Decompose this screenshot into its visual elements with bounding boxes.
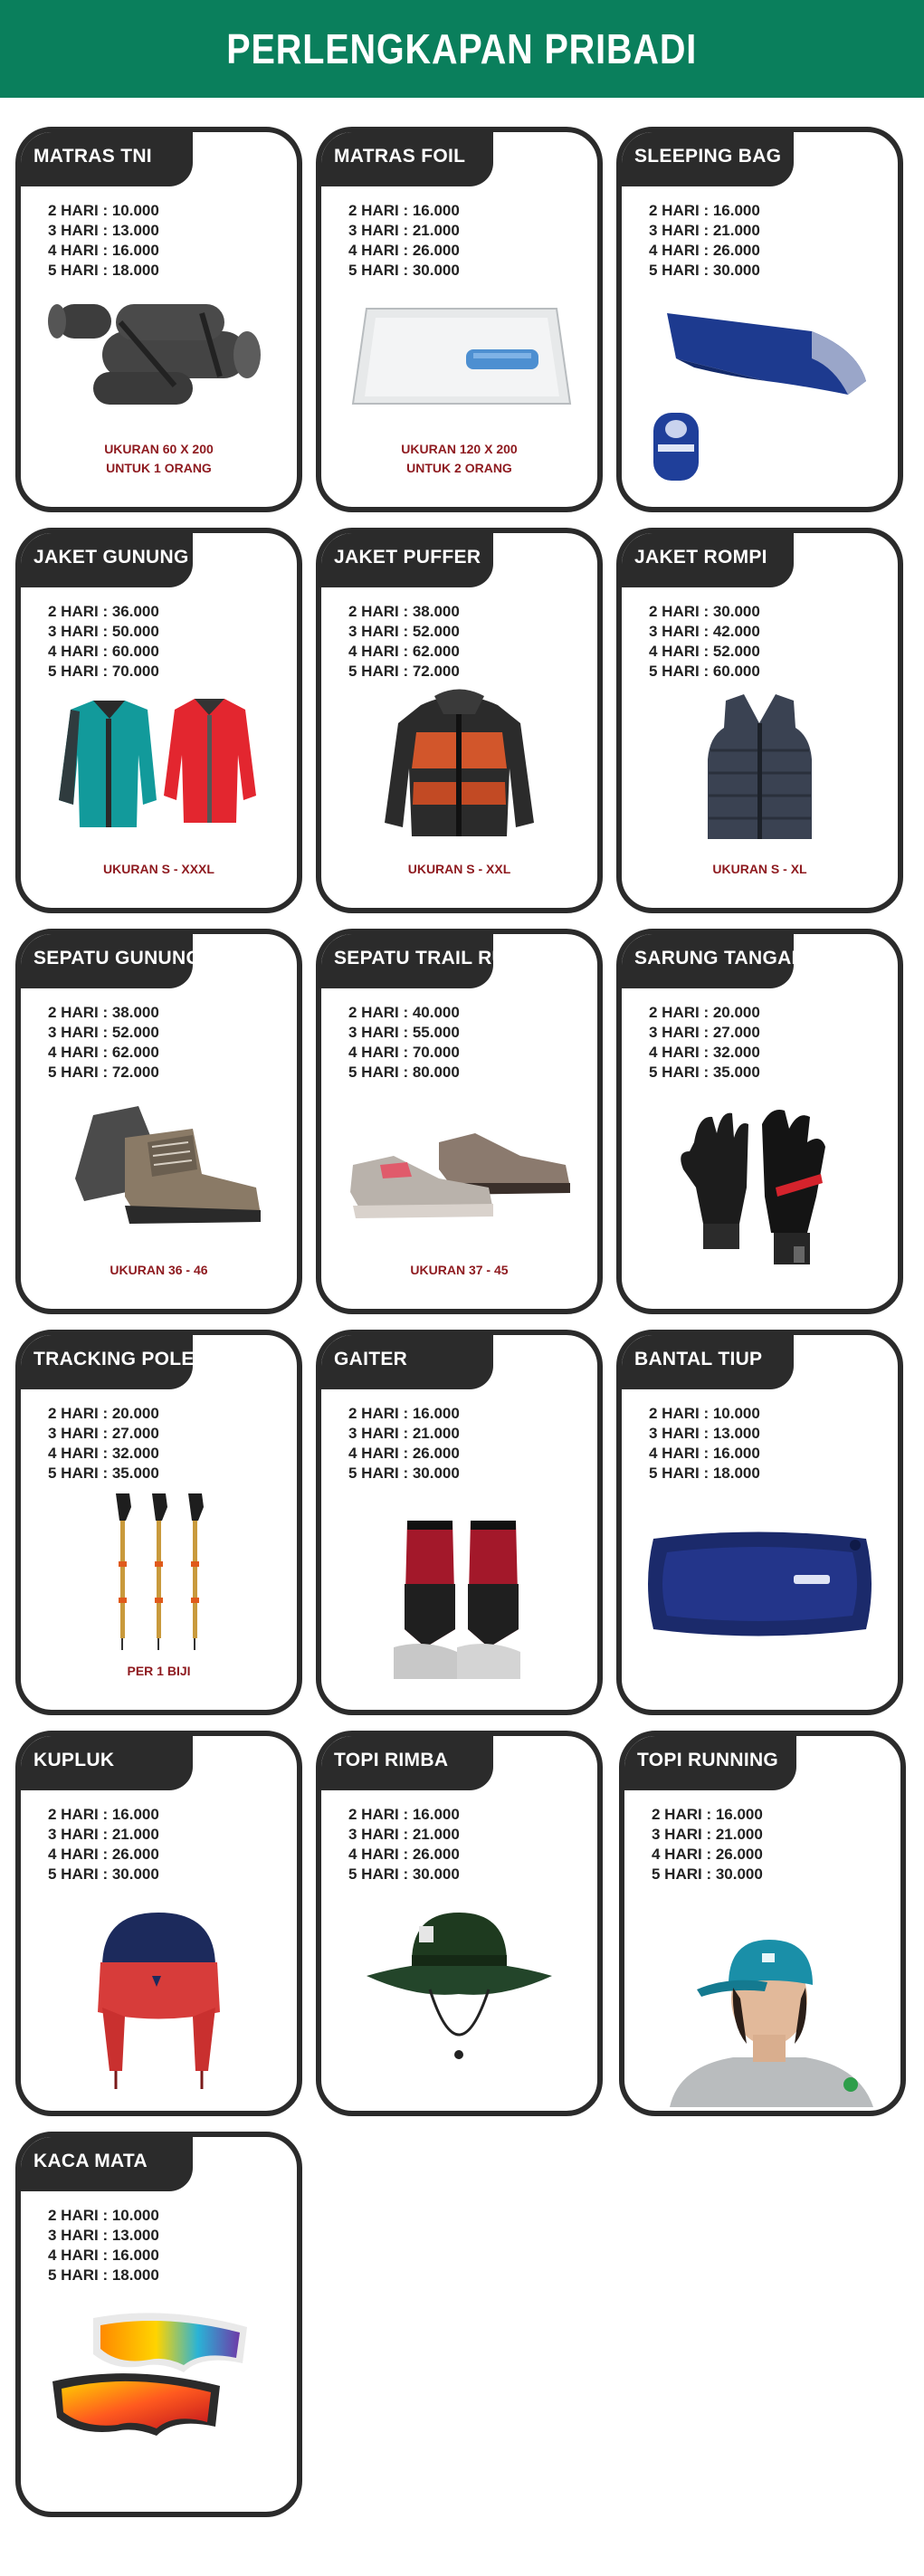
item-title: KUPLUK [33, 1750, 115, 1770]
price-2-hari: 2 HARI : 10.000 [649, 1405, 760, 1422]
price-5-hari: 5 HARI : 80.000 [348, 1064, 460, 1081]
price-2-hari: 2 HARI : 38.000 [348, 603, 460, 620]
page-header [0, 0, 924, 98]
page-title: PERLENGKAPAN PRIBADI [226, 25, 698, 72]
price-4-hari: 4 HARI : 70.000 [348, 1044, 460, 1061]
price-4-hari: 4 HARI : 16.000 [48, 2247, 159, 2264]
sunglasses-image [39, 2300, 279, 2481]
size-note-line-1: PER 1 BIJI [127, 1664, 191, 1678]
jacket-image [39, 692, 279, 836]
price-2-hari: 2 HARI : 10.000 [48, 2207, 159, 2224]
size-note [21, 860, 297, 879]
price-5-hari: 5 HARI : 30.000 [652, 1865, 763, 1883]
item-card-jaket-puffer[interactable] [316, 528, 603, 913]
price-4-hari: 4 HARI : 16.000 [649, 1445, 760, 1462]
price-3-hari: 3 HARI : 52.000 [348, 623, 460, 640]
price-2-hari: 2 HARI : 10.000 [48, 202, 159, 219]
price-list [48, 602, 159, 682]
vest-image [640, 687, 880, 845]
item-title-tag [616, 1330, 794, 1389]
price-3-hari: 3 HARI : 13.000 [48, 2227, 159, 2244]
item-title-tag [619, 1731, 796, 1790]
price-list [649, 201, 760, 281]
price-5-hari: 5 HARI : 18.000 [649, 1465, 760, 1482]
price-3-hari: 3 HARI : 21.000 [348, 1826, 460, 1843]
item-card-gaiter[interactable] [316, 1330, 603, 1715]
item-title: KACA MATA [33, 2151, 148, 2171]
size-note-line-1: UKURAN S - XL [712, 862, 807, 876]
item-title-tag [15, 2132, 193, 2191]
price-list [348, 1003, 460, 1083]
price-3-hari: 3 HARI : 42.000 [649, 623, 760, 640]
price-5-hari: 5 HARI : 35.000 [48, 1465, 159, 1482]
size-note [21, 1662, 297, 1681]
price-3-hari: 3 HARI : 21.000 [348, 1425, 460, 1442]
price-4-hari: 4 HARI : 60.000 [48, 643, 159, 660]
price-5-hari: 5 HARI : 30.000 [348, 1865, 460, 1883]
price-3-hari: 3 HARI : 27.000 [48, 1425, 159, 1442]
item-title: JAKET ROMPI [634, 547, 767, 568]
price-list [649, 1003, 760, 1083]
inflatable-pillow-image [640, 1516, 880, 1652]
running-cap-image [661, 1899, 878, 2107]
sleeping-bag-image [640, 295, 880, 485]
item-title: GAITER [334, 1349, 408, 1369]
item-card-kaca-mata[interactable] [15, 2132, 302, 2517]
price-list [48, 1404, 159, 1484]
size-note [21, 1261, 297, 1280]
price-2-hari: 2 HARI : 16.000 [48, 1806, 159, 1823]
price-3-hari: 3 HARI : 21.000 [348, 222, 460, 239]
item-title: JAKET GUNUNG [33, 547, 189, 568]
item-title: SEPATU GUNUNG [33, 948, 202, 968]
item-title-tag [15, 528, 193, 587]
item-card-jaket-rompi[interactable] [616, 528, 903, 913]
price-3-hari: 3 HARI : 52.000 [48, 1024, 159, 1041]
item-title: TRACKING POLE [33, 1349, 195, 1369]
price-2-hari: 2 HARI : 30.000 [649, 603, 760, 620]
size-note [321, 1261, 597, 1280]
beanie-image [39, 1903, 279, 2094]
price-5-hari: 5 HARI : 60.000 [649, 663, 760, 680]
item-title-tag [316, 929, 520, 988]
price-5-hari: 5 HARI : 30.000 [348, 262, 460, 279]
item-card-jaket-gunung[interactable] [15, 528, 302, 913]
price-4-hari: 4 HARI : 26.000 [48, 1846, 159, 1863]
price-list [348, 201, 460, 281]
price-4-hari: 4 HARI : 26.000 [348, 242, 460, 259]
hiking-boots-image [39, 1088, 279, 1237]
price-4-hari: 4 HARI : 62.000 [348, 643, 460, 660]
price-5-hari: 5 HARI : 72.000 [348, 663, 460, 680]
item-title-tag [616, 127, 794, 186]
item-title: BANTAL TIUP [634, 1349, 763, 1369]
price-3-hari: 3 HARI : 55.000 [348, 1024, 460, 1041]
price-2-hari: 2 HARI : 36.000 [48, 603, 159, 620]
item-title-tag [316, 1330, 493, 1389]
size-note-line-1: UKURAN S - XXL [407, 862, 511, 876]
price-2-hari: 2 HARI : 38.000 [48, 1004, 159, 1021]
price-2-hari: 2 HARI : 40.000 [348, 1004, 460, 1021]
price-4-hari: 4 HARI : 32.000 [48, 1445, 159, 1462]
size-note-line-1: UKURAN 36 - 46 [110, 1263, 208, 1277]
price-2-hari: 2 HARI : 16.000 [649, 202, 760, 219]
item-card-bantal-tiup[interactable] [616, 1330, 903, 1715]
size-note [321, 860, 597, 879]
price-5-hari: 5 HARI : 18.000 [48, 262, 159, 279]
jungle-hat-image [339, 1899, 579, 2094]
price-4-hari: 4 HARI : 62.000 [48, 1044, 159, 1061]
item-title-tag [316, 127, 493, 186]
price-list [48, 201, 159, 281]
item-card-sarung-tangan[interactable] [616, 929, 903, 1314]
item-title-tag [15, 1330, 193, 1389]
item-card-sleeping-bag[interactable] [616, 127, 903, 512]
price-4-hari: 4 HARI : 26.000 [652, 1846, 763, 1863]
price-5-hari: 5 HARI : 72.000 [48, 1064, 159, 1081]
size-note-line-1: UKURAN 120 X 200 [401, 442, 518, 456]
price-5-hari: 5 HARI : 70.000 [48, 663, 159, 680]
gaiters-image [339, 1512, 579, 1702]
price-3-hari: 3 HARI : 13.000 [48, 222, 159, 239]
price-5-hari: 5 HARI : 30.000 [649, 262, 760, 279]
price-4-hari: 4 HARI : 16.000 [48, 242, 159, 259]
item-title: SARUNG TANGAN [634, 948, 806, 968]
size-note [622, 860, 898, 879]
item-title-tag [15, 127, 193, 186]
price-3-hari: 3 HARI : 21.000 [652, 1826, 763, 1843]
gloves-image [640, 1097, 880, 1278]
size-note [21, 440, 297, 478]
item-title: TOPI RUNNING [637, 1750, 779, 1770]
price-2-hari: 2 HARI : 16.000 [348, 1405, 460, 1422]
price-3-hari: 3 HARI : 27.000 [649, 1024, 760, 1041]
item-title: TOPI RIMBA [334, 1750, 449, 1770]
price-4-hari: 4 HARI : 52.000 [649, 643, 760, 660]
item-card-matras-foil[interactable] [316, 127, 603, 512]
item-title-tag [616, 929, 806, 988]
item-title-tag [616, 528, 794, 587]
foil-mat-image [339, 295, 579, 422]
item-title-tag [316, 1731, 493, 1790]
price-2-hari: 2 HARI : 16.000 [652, 1806, 763, 1823]
item-title: MATRAS FOIL [334, 146, 466, 167]
item-card-matras-tni[interactable] [15, 127, 302, 512]
price-list [348, 1805, 460, 1884]
price-2-hari: 2 HARI : 20.000 [48, 1405, 159, 1422]
price-list [48, 2206, 159, 2285]
price-list [48, 1003, 159, 1083]
price-list [649, 602, 760, 682]
size-note [321, 440, 597, 478]
price-list [48, 1805, 159, 1884]
item-title: JAKET PUFFER [334, 547, 481, 568]
size-note-line-1: UKURAN 37 - 45 [410, 1263, 509, 1277]
price-3-hari: 3 HARI : 21.000 [48, 1826, 159, 1843]
price-3-hari: 3 HARI : 13.000 [649, 1425, 760, 1442]
item-card-sepatu-gunung[interactable] [15, 929, 302, 1314]
item-title-tag [15, 929, 202, 988]
price-4-hari: 4 HARI : 26.000 [348, 1445, 460, 1462]
size-note-line-1: UKURAN S - XXXL [103, 862, 214, 876]
item-title: MATRAS TNI [33, 146, 152, 167]
price-2-hari: 2 HARI : 20.000 [649, 1004, 760, 1021]
price-list [348, 1404, 460, 1484]
item-title-tag [15, 1731, 193, 1790]
item-title: SEPATU TRAIL RUN [334, 948, 520, 968]
price-list [652, 1805, 763, 1884]
price-5-hari: 5 HARI : 30.000 [348, 1465, 460, 1482]
price-2-hari: 2 HARI : 16.000 [348, 1806, 460, 1823]
price-5-hari: 5 HARI : 30.000 [48, 1865, 159, 1883]
item-card-sepatu-trail-run[interactable] [316, 929, 603, 1314]
sleeping-mat-image [39, 286, 279, 422]
size-note-line-2: UNTUK 2 ORANG [406, 461, 512, 475]
item-card-tracking-pole[interactable] [15, 1330, 302, 1715]
item-card-topi-running[interactable] [619, 1731, 906, 2116]
item-title: SLEEPING BAG [634, 146, 782, 167]
price-5-hari: 5 HARI : 18.000 [48, 2266, 159, 2284]
price-3-hari: 3 HARI : 21.000 [649, 222, 760, 239]
size-note-line-2: UNTUK 1 ORANG [106, 461, 212, 475]
price-list [348, 602, 460, 682]
price-2-hari: 2 HARI : 16.000 [348, 202, 460, 219]
price-list [649, 1404, 760, 1484]
item-card-topi-rimba[interactable] [316, 1731, 603, 2116]
trekking-poles-image [39, 1489, 279, 1652]
item-title-tag [316, 528, 493, 587]
price-5-hari: 5 HARI : 35.000 [649, 1064, 760, 1081]
price-3-hari: 3 HARI : 50.000 [48, 623, 159, 640]
price-4-hari: 4 HARI : 32.000 [649, 1044, 760, 1061]
price-4-hari: 4 HARI : 26.000 [649, 242, 760, 259]
price-4-hari: 4 HARI : 26.000 [348, 1846, 460, 1863]
puffer-jacket-image [339, 687, 579, 841]
trail-shoes-image [339, 1115, 579, 1224]
size-note-line-1: UKURAN 60 X 200 [104, 442, 214, 456]
item-card-kupluk[interactable] [15, 1731, 302, 2116]
